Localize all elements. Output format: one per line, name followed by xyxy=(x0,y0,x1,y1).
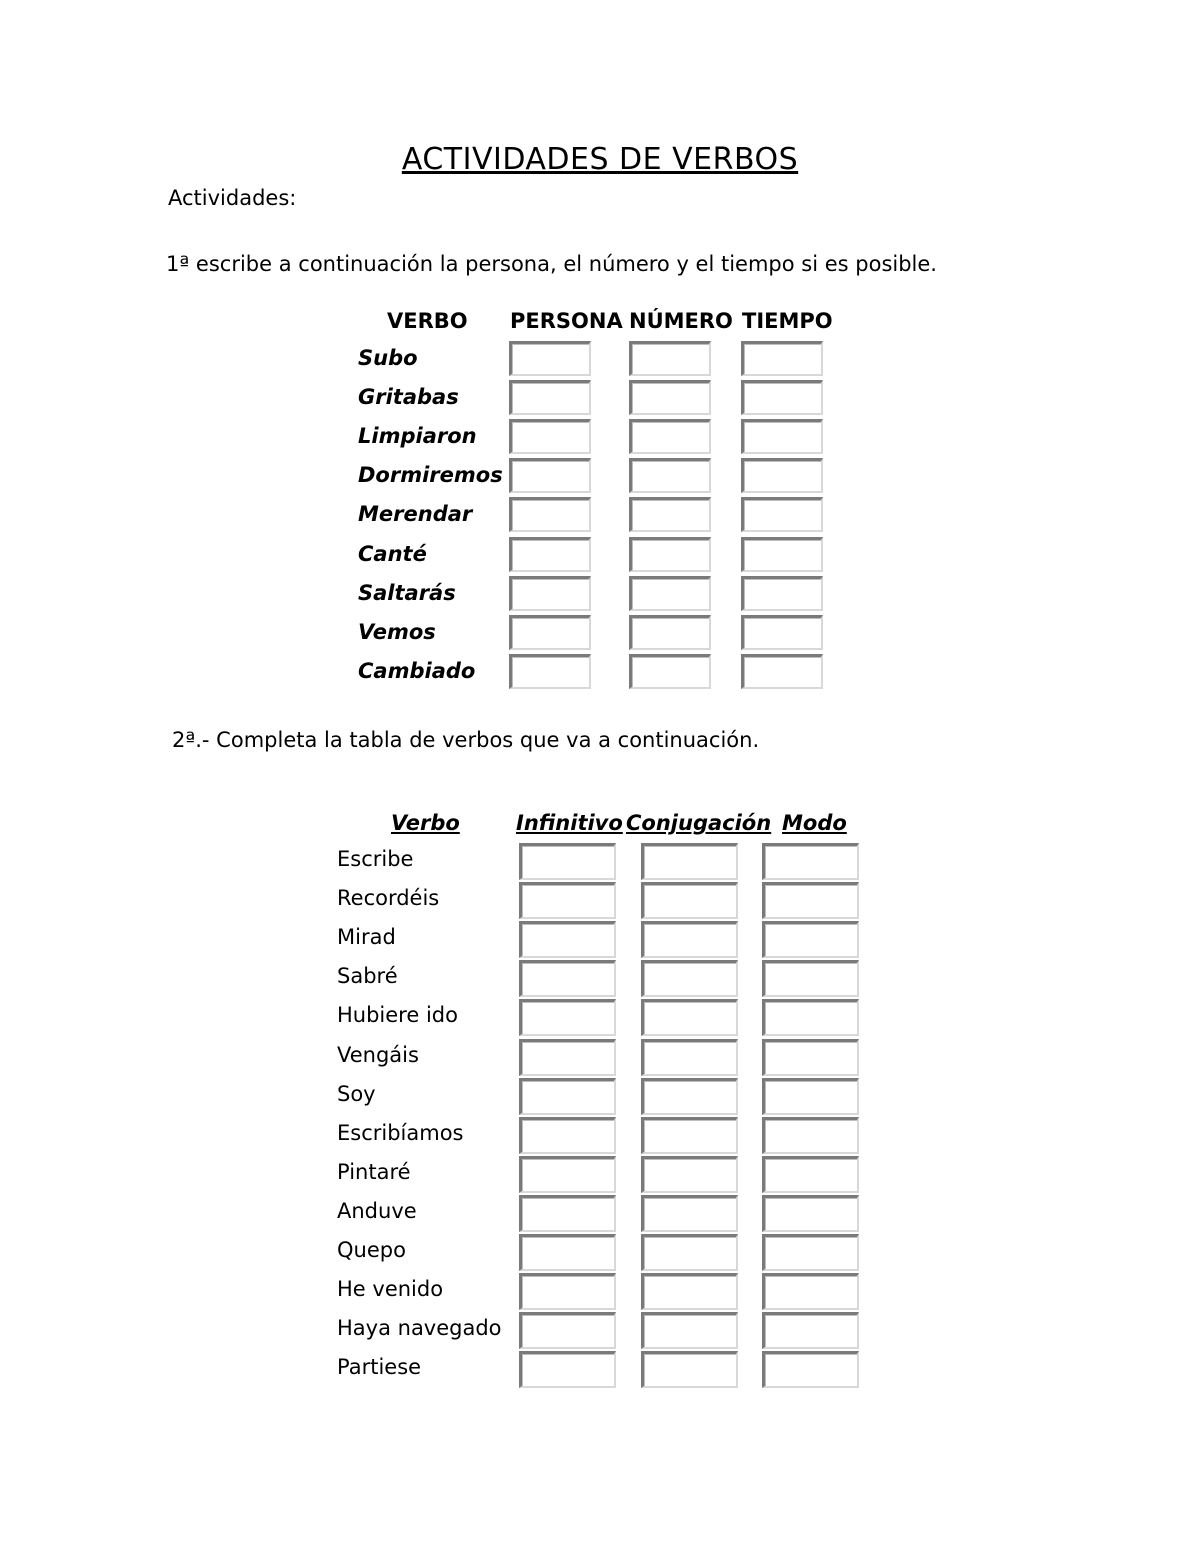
table2-answer-box[interactable] xyxy=(641,1312,738,1349)
table2-answer-box[interactable] xyxy=(762,1078,859,1115)
table2-answer-box[interactable] xyxy=(762,1273,859,1310)
table1-verb-label: Dormiremos xyxy=(358,463,503,488)
table1-verb-label: Subo xyxy=(358,346,418,370)
table2-answer-box[interactable] xyxy=(762,843,859,880)
table1-verb-label: Cambiado xyxy=(358,658,476,683)
table1-header-tiempo: TIEMPO xyxy=(742,309,833,333)
table1-answer-box[interactable] xyxy=(629,380,711,415)
table2-answer-box[interactable] xyxy=(519,882,616,919)
table2-header-verbo: Verbo xyxy=(391,811,460,835)
table2-answer-box[interactable] xyxy=(519,1273,616,1310)
table2-answer-box[interactable] xyxy=(762,1351,859,1388)
table1-answer-box[interactable] xyxy=(741,380,823,415)
table2-verb-label: Hubiere ido xyxy=(337,1003,458,1028)
table2-answer-box[interactable] xyxy=(762,921,859,958)
page-title: ACTIVIDADES DE VERBOS xyxy=(401,142,799,177)
table2-verb-label: He venido xyxy=(337,1277,444,1302)
table2-answer-box[interactable] xyxy=(641,921,738,958)
table1-verb-label: Saltarás xyxy=(358,580,456,605)
table2-verb-label: Escribíamos xyxy=(337,1120,464,1145)
table1-answer-box[interactable] xyxy=(741,576,823,611)
table2-answer-box[interactable] xyxy=(519,1351,616,1388)
table1-answer-box[interactable] xyxy=(629,419,711,454)
table2-answer-box[interactable] xyxy=(762,882,859,919)
table2-answer-box[interactable] xyxy=(519,843,616,880)
table1-answer-box[interactable] xyxy=(629,497,711,532)
table1-answer-box[interactable] xyxy=(509,458,591,493)
table2-answer-box[interactable] xyxy=(519,1039,616,1076)
table1-header-persona: PERSONA xyxy=(510,309,623,333)
table2-answer-box[interactable] xyxy=(641,1234,738,1271)
table2-header-modo: Modo xyxy=(782,811,847,835)
table2-verb-label: Mirad xyxy=(337,925,396,950)
table2-answer-box[interactable] xyxy=(762,1195,859,1232)
table1-answer-box[interactable] xyxy=(741,654,823,689)
table2-answer-box[interactable] xyxy=(641,999,738,1036)
table1-answer-box[interactable] xyxy=(509,654,591,689)
table1-answer-box[interactable] xyxy=(509,537,591,572)
table2-verb-label: Haya navegado xyxy=(337,1316,502,1341)
table2-answer-box[interactable] xyxy=(641,1039,738,1076)
exercise-1-instruction: 1ª escribe a continuación la persona, el número y el tiempo si es posible. xyxy=(166,252,937,276)
table2-answer-box[interactable] xyxy=(519,1117,616,1154)
table1-answer-box[interactable] xyxy=(741,615,823,650)
table2-answer-box[interactable] xyxy=(762,1156,859,1193)
table2-answer-box[interactable] xyxy=(519,1312,616,1349)
table2-verb-label: Pintaré xyxy=(337,1159,411,1184)
table2-answer-box[interactable] xyxy=(641,1195,738,1232)
table1-answer-box[interactable] xyxy=(509,380,591,415)
table2-verb-label: Anduve xyxy=(337,1198,417,1223)
table2-answer-box[interactable] xyxy=(641,882,738,919)
activities-subtitle: Actividades: xyxy=(168,186,297,210)
table1-verb-label: Vemos xyxy=(358,619,436,644)
table2-answer-box[interactable] xyxy=(641,843,738,880)
table1-answer-box[interactable] xyxy=(741,341,823,376)
table1-answer-box[interactable] xyxy=(509,576,591,611)
table1-header-numero: NÚMERO xyxy=(629,309,733,333)
table1-answer-box[interactable] xyxy=(741,537,823,572)
table2-answer-box[interactable] xyxy=(762,960,859,997)
table2-answer-box[interactable] xyxy=(641,1156,738,1193)
table1-header-verbo: VERBO xyxy=(387,309,468,333)
table2-answer-box[interactable] xyxy=(762,1312,859,1349)
table2-answer-box[interactable] xyxy=(762,1117,859,1154)
table2-verb-label: Sabré xyxy=(337,964,398,989)
table2-answer-box[interactable] xyxy=(519,1234,616,1271)
table2-answer-box[interactable] xyxy=(519,921,616,958)
table2-answer-box[interactable] xyxy=(519,1156,616,1193)
table2-verb-label: Recordéis xyxy=(337,886,440,911)
table1-verb-label: Limpiaron xyxy=(358,424,477,449)
table2-verb-label: Escribe xyxy=(337,847,414,871)
table1-answer-box[interactable] xyxy=(629,654,711,689)
table1-answer-box[interactable] xyxy=(629,615,711,650)
table1-verb-label: Merendar xyxy=(358,502,473,527)
table2-answer-box[interactable] xyxy=(519,999,616,1036)
table1-answer-box[interactable] xyxy=(509,497,591,532)
table2-verb-label: Partiese xyxy=(337,1355,422,1380)
table2-answer-box[interactable] xyxy=(519,960,616,997)
table2-answer-box[interactable] xyxy=(641,1078,738,1115)
table2-answer-box[interactable] xyxy=(641,1273,738,1310)
table1-answer-box[interactable] xyxy=(741,458,823,493)
table2-answer-box[interactable] xyxy=(641,960,738,997)
table1-answer-box[interactable] xyxy=(629,537,711,572)
table1-verb-label: Gritabas xyxy=(358,385,459,410)
table2-answer-box[interactable] xyxy=(762,1039,859,1076)
table1-answer-box[interactable] xyxy=(629,576,711,611)
table2-answer-box[interactable] xyxy=(519,1078,616,1115)
table1-answer-box[interactable] xyxy=(741,419,823,454)
table1-answer-box[interactable] xyxy=(509,615,591,650)
table2-answer-box[interactable] xyxy=(641,1351,738,1388)
table2-answer-box[interactable] xyxy=(762,999,859,1036)
table2-answer-box[interactable] xyxy=(519,1195,616,1232)
table1-answer-box[interactable] xyxy=(509,419,591,454)
table2-verb-label: Vengáis xyxy=(337,1042,419,1067)
table1-answer-box[interactable] xyxy=(629,341,711,376)
table2-header-conjugacion: Conjugación xyxy=(626,811,772,835)
table1-answer-box[interactable] xyxy=(741,497,823,532)
table1-answer-box[interactable] xyxy=(509,341,591,376)
exercise-2-instruction: 2ª.- Completa la tabla de verbos que va a continuación. xyxy=(172,728,760,752)
table1-answer-box[interactable] xyxy=(629,458,711,493)
table2-verb-label: Soy xyxy=(337,1081,376,1106)
table2-header-infinitivo: Infinitivo xyxy=(516,811,623,835)
table2-answer-box[interactable] xyxy=(762,1234,859,1271)
table1-verb-label: Canté xyxy=(358,541,427,566)
table2-answer-box[interactable] xyxy=(641,1117,738,1154)
table2-verb-label: Quepo xyxy=(337,1238,406,1262)
